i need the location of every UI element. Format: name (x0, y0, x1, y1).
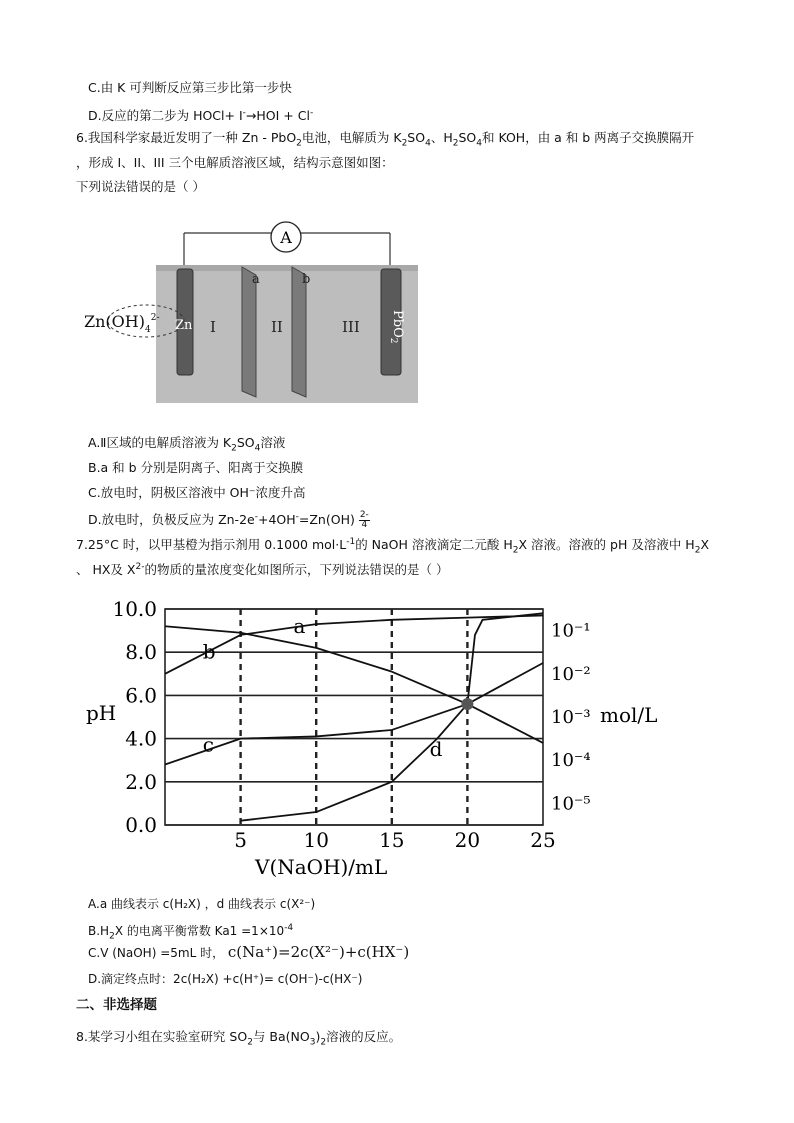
q7-stem-line1: 7.25°C 时，以甲基橙为指示剂用 0.1000 $mol\cdot L^{-1}$的 NaOH 溶液滴定二元酸 $H_2X$ 溶液。溶液的 pH 及溶液中 $H_2X$ (76, 537, 710, 556)
x-tick-3: 20 (454, 828, 481, 852)
y-tick-left-4: 8.0 (125, 640, 157, 665)
y-tick-right-1: 10⁻⁴ (551, 750, 591, 772)
x-axis-label: V(NaOH)/mL (255, 855, 388, 879)
q7-option-c: C.V (NaOH) =5mL 时， c(Na⁺)=2c(X²⁻)+c(HX⁻) (88, 943, 410, 961)
y-axis-right-label: mol/L (600, 703, 658, 727)
x-tick-4: 25 (530, 828, 556, 852)
q5-option-d: D.反应的第二步为 HOCl+ I-→HOI + Cl- (88, 108, 314, 124)
y-tick-right-2: 10⁻³ (551, 707, 591, 728)
region-2-label: II (271, 318, 283, 336)
y-tick-left-0: 0.0 (125, 813, 157, 837)
zincate-fraction: $\frac{2-}{4}$ (359, 510, 369, 531)
q6-option-d: D.放电时，负极反应为 Zn-2e-+4OH-=Zn(OH) $\frac{2-}{4}$ (88, 510, 369, 531)
y-tick-left-1: 2.0 (125, 769, 157, 794)
svg-text:Zn: Zn (175, 318, 193, 333)
q6-option-b: B.a 和 b 分别是阴离子、阳离于交换膜 (88, 460, 304, 475)
curve-label-c: c (202, 732, 215, 757)
q7-option-b: $B.H_2X$ 的电离平衡常数 $Ka1 =1\times 10^{-4}$ (88, 923, 294, 942)
ammeter-icon (271, 222, 301, 252)
x-tick-2: 15 (379, 828, 405, 852)
q7-stem-line2: 、 HX及 $X^{2-}$的物质的量浓度变化如图所示，下列说法错误的是（ ） (76, 562, 449, 578)
chart-grid (165, 609, 543, 825)
equivalence-point (461, 698, 473, 710)
x-tick-1: 10 (303, 828, 329, 852)
y-axis-left-label: pH (86, 701, 117, 725)
region-3-label: III (342, 318, 360, 336)
q8-stem: 8.某学习小组在实验室研究 $SO_2$与 $Ba(NO_3)_2$溶液的反应。 (76, 1029, 402, 1048)
y-tick-right-3: 10⁻² (551, 663, 591, 685)
x-tick-0: 5 (234, 828, 247, 852)
q6-stem-line2: ，形成 I、II、III 三个电解质溶液区域，结构示意图如图： (76, 155, 394, 170)
curve-label-a: a (293, 613, 306, 638)
zincate-ion-label: $Zn(OH)_4^{2-}$ (84, 312, 160, 335)
svg-text:a: a (252, 272, 260, 287)
q6-option-c: C.放电时，阴极区溶液中 OH⁻浓度升高 (88, 485, 306, 500)
chart-dashed-lines (241, 609, 468, 825)
q6-option-a: A.Ⅱ区域的电解质溶液为 $K_2SO_4$溶液 (88, 435, 286, 454)
chart-curves (165, 613, 543, 820)
electrolyte-tank (156, 265, 418, 403)
y-tick-right-4: 10⁻¹ (551, 620, 591, 642)
charge-balance-equation: c(Na⁺)=2c(X²⁻)+c(HX⁻) (227, 943, 410, 961)
section-heading: 二、非选择题 (76, 997, 157, 1013)
chart-ticks (112, 597, 590, 852)
curve-label-b: b (202, 639, 216, 664)
y-tick-right-0: 10⁻⁵ (551, 793, 591, 815)
y-tick-left-5: 10.0 (112, 597, 157, 621)
q5-option-c: C.由 K 可判断反应第三步比第一步快 (88, 80, 292, 95)
q7-option-d: D.滴定终点时：2c(H₂X) +c(H⁺)= c(OH⁻)-c(HX⁻) (88, 972, 363, 986)
curve-c (165, 613, 543, 764)
battery-diagram (76, 215, 436, 415)
svg-text:b: b (302, 272, 311, 287)
svg-text:PbO2: PbO$_2$ (388, 310, 405, 344)
titration-chart (80, 592, 680, 882)
y-tick-left-3: 6.0 (125, 683, 157, 708)
y-tick-left-2: 4.0 (125, 726, 157, 751)
curve-label-d: d (429, 736, 443, 761)
chart-frame (165, 609, 543, 825)
svg-text:A: A (280, 228, 292, 247)
q6-stem-line1: 6.我国科学家最近发明了一种 Zn - PbO$_2$电池，电解质为 $K_2SO_4$、$H_2SO_4$和 KOH，由 a 和 b 两离子交换膜隔开 (76, 130, 695, 149)
q7-option-a: A.a 曲线表示 c(H₂X) ，d 曲线表示 c(X²⁻) (88, 897, 316, 911)
curve-b (165, 615, 543, 673)
region-1-label: I (210, 318, 216, 336)
q6-stem-line3: 下列说法错误的是（ ） (76, 179, 205, 194)
